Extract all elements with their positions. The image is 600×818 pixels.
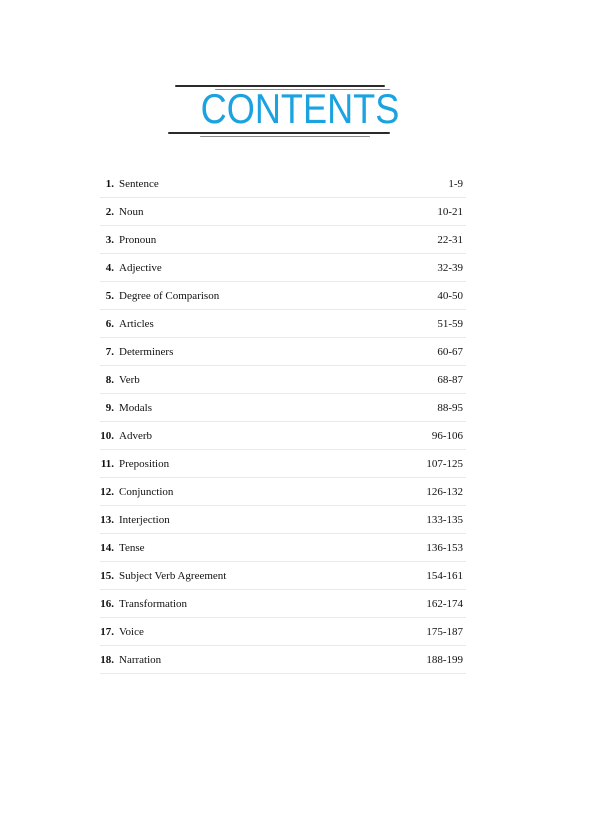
toc-number: 2. [105,206,114,218]
toc-number: 17. [100,626,114,638]
toc-title: Interjection [119,514,170,526]
toc-number: 10. [100,430,114,442]
toc-pages: 32-39 [437,262,463,274]
toc-row[interactable] [100,618,466,646]
toc-title: Preposition [119,458,170,470]
toc-pages: 10-21 [437,206,463,218]
toc-pages: 188-199 [426,654,463,666]
toc-title: Noun [119,206,144,218]
toc-title: Conjunction [119,486,174,498]
toc-row[interactable] [100,478,466,506]
toc-pages: 60-67 [437,346,463,358]
toc-row[interactable] [100,450,466,478]
toc-pages: 96-106 [431,430,463,442]
toc-number: 14. [100,542,114,554]
toc-row[interactable] [100,422,466,450]
toc-number: 7. [105,346,114,358]
toc-number: 4. [105,262,114,274]
toc-row[interactable] [100,562,466,590]
toc-row[interactable] [100,394,466,422]
toc-row[interactable] [100,534,466,562]
toc-title: Degree of Comparison [119,290,220,302]
toc-number: 6. [105,318,114,330]
toc-title: Modals [119,402,152,414]
toc-number: 18. [100,654,114,666]
toc-number: 3. [105,234,114,246]
toc-pages: 133-135 [426,514,463,526]
toc-title: Subject Verb Agreement [119,570,227,582]
toc-row[interactable] [100,226,466,254]
toc-title: Voice [119,626,144,638]
toc-pages: 88-95 [437,402,463,414]
toc-number: 8. [105,374,114,386]
contents-heading [0,80,600,142]
toc-title: Sentence [119,178,159,190]
toc-title: Adjective [119,262,162,274]
toc-number: 11. [100,458,114,470]
toc-pages: 126-132 [426,486,463,498]
table-of-contents [100,170,466,674]
toc-row[interactable] [100,366,466,394]
toc-number: 9. [105,402,114,414]
toc-title: Tense [119,542,145,554]
toc-title: Articles [119,318,154,330]
toc-pages: 107-125 [426,458,463,470]
toc-row[interactable] [100,590,466,618]
toc-title: Adverb [119,430,152,442]
toc-pages: 22-31 [437,234,463,246]
toc-title: Verb [119,374,140,386]
heading-brush-stroke [168,132,390,134]
toc-number: 5. [105,290,114,302]
toc-row[interactable] [100,310,466,338]
toc-row[interactable] [100,198,466,226]
toc-pages: 175-187 [426,626,463,638]
toc-title: Transformation [119,598,188,610]
toc-pages: 51-59 [437,318,463,330]
toc-pages: 1-9 [448,178,463,190]
toc-pages: 68-87 [437,374,463,386]
toc-pages: 154-161 [426,570,463,582]
toc-title: Determiners [119,346,174,358]
toc-row[interactable] [100,646,466,674]
toc-number: 1. [105,178,114,190]
toc-pages: 136-153 [426,542,463,554]
toc-title: Narration [119,654,162,666]
toc-row[interactable] [100,282,466,310]
toc-title: Pronoun [119,234,157,246]
toc-row[interactable] [100,506,466,534]
toc-row[interactable] [100,338,466,366]
page-title: CONTENTS [200,85,400,132]
toc-pages: 162-174 [426,598,463,610]
toc-pages: 40-50 [437,290,463,302]
toc-row[interactable] [100,170,466,198]
toc-number: 16. [100,598,114,610]
toc-number: 12. [100,486,114,498]
toc-row[interactable] [100,254,466,282]
toc-number: 13. [100,514,114,526]
heading-brush-stroke [200,136,370,137]
toc-number: 15. [100,570,114,582]
